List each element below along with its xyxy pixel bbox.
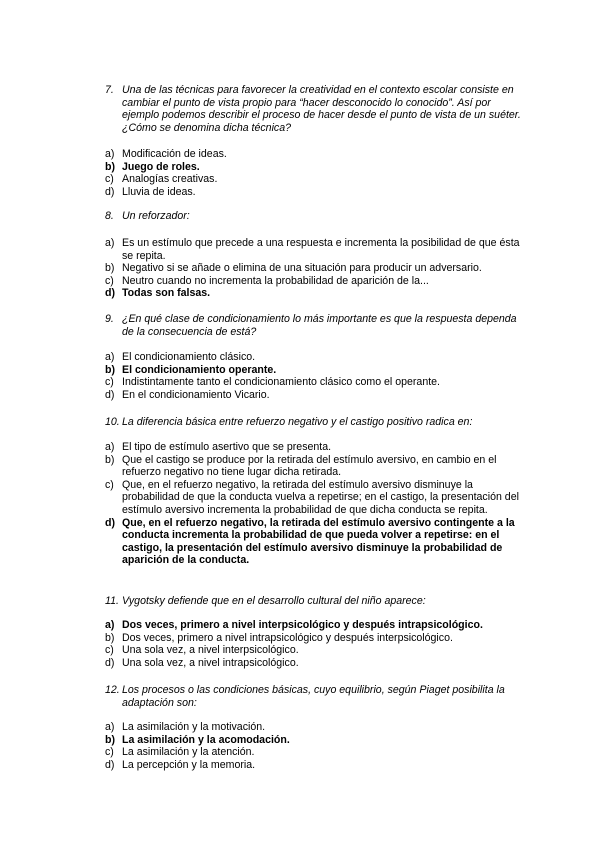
question-stem: La diferencia básica entre refuerzo negativo y el castigo positivo radica en: — [122, 416, 473, 428]
question-number: 10. — [105, 416, 120, 428]
option-a-correct: a) Dos veces, primero a nivel interpsicológico y después intrapsicológico. — [105, 619, 483, 631]
option-b: b) Negativo si se añade o elimina de una situación para producir un adversario. — [105, 262, 482, 275]
option-d: d) En el condicionamiento Vicario. — [105, 388, 270, 401]
option-c: c) La asimilación y la atención. — [105, 746, 255, 759]
question-number: 11. — [105, 595, 119, 607]
option-a: a) El condicionamiento clásico. — [105, 351, 256, 363]
question-12 — [105, 684, 525, 709]
option-c: c) Analogías creativas. — [105, 173, 218, 186]
option-a: a) La asimilación y la motivación. — [105, 721, 266, 733]
options-list — [105, 351, 525, 401]
question-stem: Una de las técnicas para favorecer la creatividad en el contexto escolar consiste en cambiar el punto de vista propio para “hacer desconocido lo conocido”. Así por ejemplo podemos describir el proceso de hacer desde el punto de vista de un suéter. ¿Cómo se denomina dicha técnica? — [122, 84, 521, 134]
option-d-correct: d) Todas son falsas. — [105, 287, 211, 300]
question-10 — [105, 416, 525, 429]
question-number: 8. — [105, 210, 114, 222]
option-a: a) Es un estímulo que precede a una respuesta e incrementa la posibilidad de que ésta se repita. — [105, 237, 520, 262]
options-list — [105, 237, 525, 300]
option-c: c) Una sola vez, a nivel interpsicológico. — [105, 644, 299, 657]
question-7 — [105, 84, 525, 134]
question-9 — [105, 313, 525, 338]
option-a: a) El tipo de estímulo asertivo que se presenta. — [105, 441, 332, 453]
options-list — [105, 441, 525, 567]
question-stem: Vygotsky defiende que en el desarrollo cultural del niño aparece: — [122, 595, 426, 607]
option-d-correct: d) Que, en el refuerzo negativo, la retirada del estímulo aversivo contingente a la conducta incrementa la probabilidad de que pueda volver a repetirse: en el castigo, la presentación del estímulo aversivo disminuye la probabilidad de aparición de la conducta. — [105, 516, 515, 567]
options-list — [105, 619, 525, 669]
question-11 — [105, 595, 525, 608]
question-number: 12. — [105, 684, 120, 696]
option-d: d) La percepción y la memoria. — [105, 758, 256, 771]
option-b-correct: b) Juego de roles. — [105, 160, 200, 173]
question-stem: ¿En qué clase de condicionamiento lo más importante es que la respuesta dependa de la consecuencia de está? — [122, 313, 517, 338]
option-c: c) Indistintamente tanto el condicionamiento clásico como el operante. — [105, 376, 440, 389]
option-b-correct: b) El condicionamiento operante. — [105, 363, 277, 376]
question-8 — [105, 210, 525, 223]
question-number: 9. — [105, 313, 114, 325]
option-a: a) Modificación de ideas. — [105, 148, 227, 160]
question-stem: Los procesos o las condiciones básicas, cuyo equilibrio, según Piaget posibilita la adaptación son: — [122, 684, 505, 709]
option-c: c) Que, en el refuerzo negativo, la retirada del estímulo aversivo disminuye la probabilidad de que la conducta vuelva a repetirse; en el castigo, la presentación del estímulo aversivo incrementa la probabilidad de que dicha conducta se repita. — [105, 478, 519, 516]
option-b: b) Que el castigo se produce por la retirada del estímulo aversivo, en cambio en el refuerzo negativo no tiene lugar dicha retirada. — [105, 453, 497, 479]
options-list — [105, 721, 525, 771]
option-b: b) Dos veces, primero a nivel intrapsicológico y después interpsicológico. — [105, 631, 453, 644]
option-c: c) Neutro cuando no incrementa la probabilidad de aparición de la... — [105, 274, 429, 287]
option-b-correct: b) La asimilación y la acomodación. — [105, 733, 290, 746]
question-number: 7. — [105, 84, 114, 96]
options-list — [105, 148, 525, 198]
question-stem: Un reforzador: — [122, 210, 190, 222]
option-d: d) Lluvia de ideas. — [105, 185, 196, 198]
option-d: d) Una sola vez, a nivel intrapsicológico. — [105, 656, 299, 669]
